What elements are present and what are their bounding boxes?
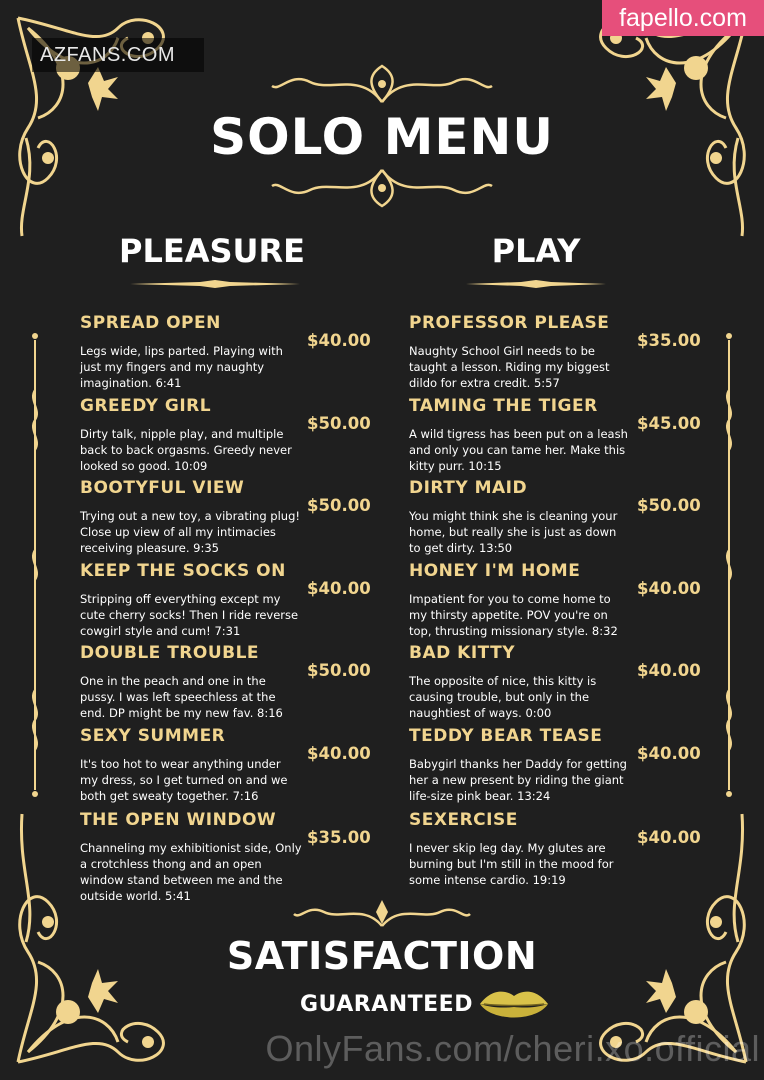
watermark-fapello[interactable]: fapello.com: [602, 0, 764, 36]
menu-item-description: Stripping off everything except my cute cherry socks! Then I ride reverse cowgirl style and cum! 7:31: [80, 592, 299, 638]
side-ornament-left: [28, 330, 42, 800]
menu-item-name: DOUBLE TROUBLE: [80, 643, 260, 663]
menu-item-name: SEXERCISE: [409, 810, 518, 830]
menu-item: [409, 561, 739, 639]
watermark-onlyfans: OnlyFans.com/cheri.xo.official: [265, 1028, 760, 1069]
menu-item-description: Naughty School Girl needs to be taught a lesson. Riding my biggest dildo for extra credit. 5:57: [409, 344, 610, 390]
footer-subheadline: GUARANTEED: [300, 992, 473, 1017]
menu-item-name: KEEP THE SOCKS ON: [80, 561, 286, 581]
menu-item-price: $40.00: [307, 331, 371, 350]
menu-item-price: $50.00: [307, 661, 371, 680]
menu-item-name: TAMING THE TIGER: [409, 396, 598, 416]
menu-item: [80, 561, 410, 639]
menu-item: [409, 643, 739, 721]
title-flourish-top: [270, 62, 494, 108]
menu-item-name: BOOTYFUL VIEW: [80, 478, 245, 498]
menu-item-description: Legs wide, lips parted. Playing with just my fingers and my naughty imagination. 6:41: [80, 344, 283, 390]
menu-item-price: $40.00: [637, 661, 701, 680]
title-flourish-bottom: [270, 164, 494, 210]
menu-item-name: BAD KITTY: [409, 643, 516, 663]
menu-item-name: DIRTY MAID: [409, 478, 528, 498]
menu-item-name: SPREAD OPEN: [80, 313, 221, 333]
menu-item-price: $40.00: [637, 828, 701, 847]
menu-item-description: Trying out a new toy, a vibrating plug! Close up view of all my intimacies receiving pleasure. 9:35: [80, 509, 301, 555]
menu-item: [80, 396, 410, 474]
menu-item-price: $35.00: [307, 828, 371, 847]
menu-item-name: SEXY SUMMER: [80, 726, 226, 746]
menu-item-price: $50.00: [307, 496, 371, 515]
menu-item-price: $40.00: [637, 744, 701, 763]
menu-item-price: $40.00: [307, 744, 371, 763]
menu-item-description: I never skip leg day. My glutes are burning but I'm still in the mood for some intense cardio. 19:19: [409, 841, 614, 887]
menu-item: [80, 643, 410, 721]
menu-item: [80, 810, 410, 904]
menu-item-description: The opposite of nice, this kitty is causing trouble, but only in the naughtiest of ways. 0:00: [409, 674, 597, 720]
menu-item-name: PROFESSOR PLEASE: [409, 313, 610, 333]
lips-icon: [478, 984, 550, 1028]
page-title: SOLO MENU: [210, 108, 554, 166]
footer-headline: SATISFACTION: [226, 934, 538, 978]
menu-item-description: One in the peach and one in the pussy. I was left speechless at the end. DP might be my new fav. 8:16: [80, 674, 283, 720]
menu-item-name: HONEY I'M HOME: [409, 561, 581, 581]
menu-item-name: THE OPEN WINDOW: [80, 810, 277, 830]
menu-item-price: $50.00: [637, 496, 701, 515]
column-heading-play: PLAY: [491, 232, 581, 270]
menu-item: [409, 726, 739, 804]
menu-item-name: GREEDY GIRL: [80, 396, 212, 416]
menu-item: [80, 313, 410, 391]
menu-item: [409, 396, 739, 474]
menu-item-name: TEDDY BEAR TEASE: [409, 726, 603, 746]
column-heading-pleasure: PLEASURE: [119, 232, 305, 270]
menu-item: [80, 726, 410, 804]
menu-item-price: $40.00: [307, 579, 371, 598]
menu-item-price: $35.00: [637, 331, 701, 350]
menu-item-price: $50.00: [307, 414, 371, 433]
watermark-azfans: AZFANS.COM: [32, 38, 204, 72]
menu-item-price: $40.00: [637, 579, 701, 598]
menu-item: [409, 313, 739, 391]
menu-item: [80, 478, 410, 556]
menu-item-description: Channeling my exhibitionist side, Only a crotchless thong and an open window stand between me and the outside world. 5:41: [80, 841, 302, 903]
footer-flourish: [292, 896, 472, 932]
heading-underline-right: [466, 280, 606, 288]
menu-item-description: Babygirl thanks her Daddy for getting her a new present by riding the giant life-size pink bear. 13:24: [409, 757, 627, 803]
menu-item-description: It's too hot to wear anything under my dress, so I get turned on and we both get sweaty together. 7:16: [80, 757, 288, 803]
menu-item-description: You might think she is cleaning your home, but really she is just as down to get dirty. 13:50: [409, 509, 618, 555]
menu-item-description: Dirty talk, nipple play, and multiple back to back orgasms. Greedy never looked so good. 10:09: [80, 427, 292, 473]
heading-underline-left: [130, 280, 300, 288]
menu-item: [409, 810, 739, 888]
menu-item-price: $45.00: [637, 414, 701, 433]
menu-item: [409, 478, 739, 556]
menu-item-description: Impatient for you to come home to my thirsty appetite. POV you're on top, thrusting missionary style. 8:32: [409, 592, 618, 638]
menu-item-description: A wild tigress has been put on a leash and only you can tame her. Make this kitty purr. 10:15: [409, 427, 628, 473]
